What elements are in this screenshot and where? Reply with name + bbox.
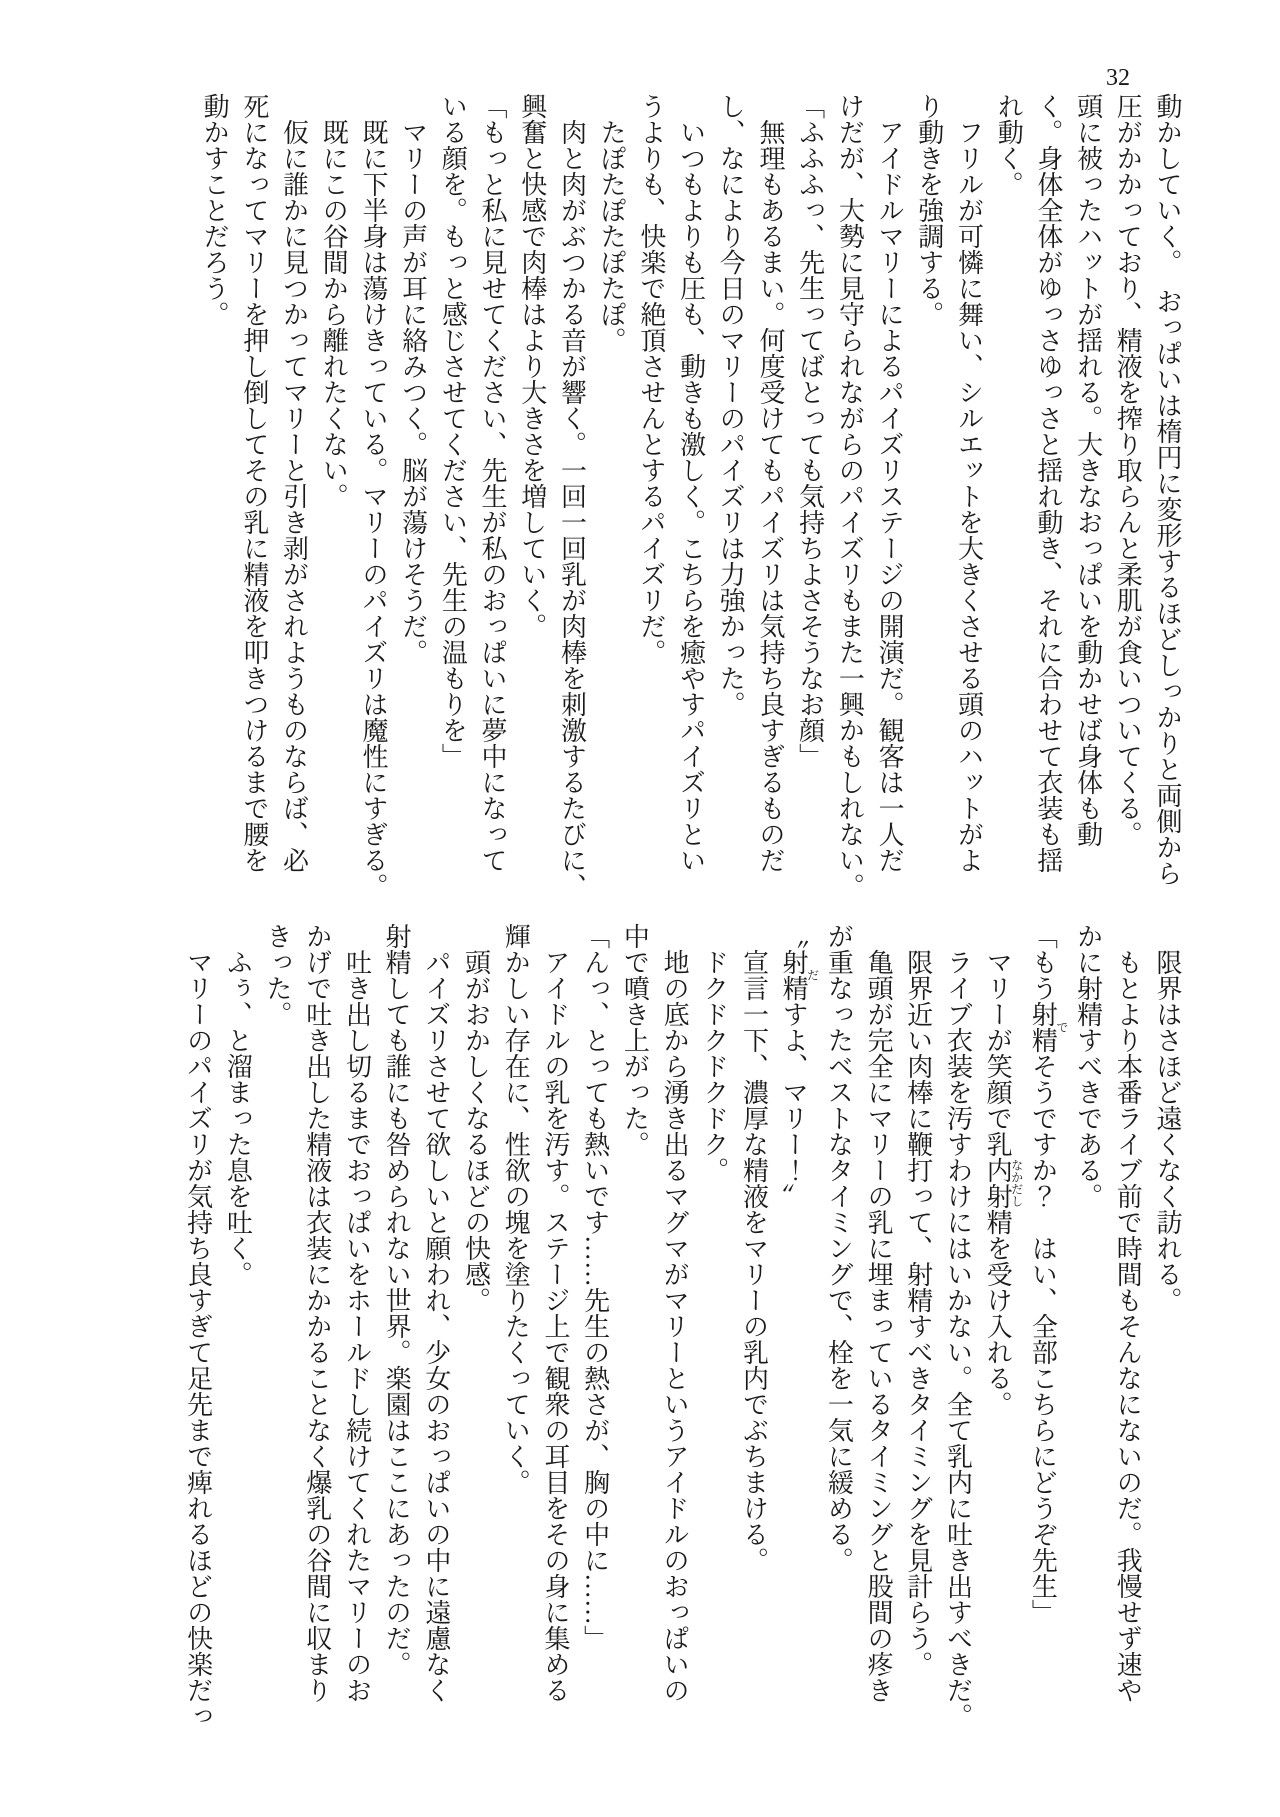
text-line: 圧がかかっており、精液を搾り取らんと柔肌が食いついてくる。 — [1113, 93, 1143, 847]
text-line: アイドルマリーによるパイズリステージの開演だ。観客は一人だ — [875, 93, 905, 873]
text-line: 仮に誰かに見つかってマリーと引き剥がされようものならば、必 — [279, 93, 309, 873]
text-line: 「もっと私に見せてください、先生が私のおっぱいに夢中になって — [478, 93, 508, 873]
text-line: 無理もあるまい。何度受けてもパイズリは気持ち良すぎるものだ — [755, 93, 785, 873]
text-line: かげで吐き出した精液は衣装にかかることなく爆乳の谷間に収まり — [302, 923, 332, 1703]
text-line: が重なったベストなタイミングで、栓を一気に緩める。 — [824, 923, 854, 1573]
top-text-block — [194, 93, 1187, 903]
text-line: マリーのパイズリが気持ち良すぎて足先まで痺れるほどの快楽だっ — [183, 923, 213, 1729]
ruby-annotated-word: 乳内射精なかだし — [983, 1131, 1024, 1235]
text-line: 肉と肉がぶつかる音が響く。一回一回乳が肉棒を刺激するたびに、 — [557, 93, 587, 899]
text-line: 既にこの谷間から離れたくない。 — [319, 93, 349, 509]
text-line: かに射精すべきである。 — [1073, 923, 1103, 1209]
text-line: ライブ衣装を汚すわけにはいかない。全て乳内に吐き出すべきだ。 — [943, 923, 973, 1729]
text-line: 限界はさほど遠くなく訪れる。 — [1153, 923, 1182, 1313]
text-line: 頭がおかしくなるほどの快感。 — [461, 923, 491, 1313]
text-line: く。身体全体がゆっさゆっさと揺れ動き、それに合わせて衣装も揺 — [1033, 93, 1063, 873]
text-line: けだが、大勢に見守られながらのパイズリもまた一興かもしれない。 — [835, 93, 865, 899]
text-line: いる顔を。もっと感じさせてください、先生の温もりを」 — [438, 93, 468, 769]
ruby-annotated-word: 射精で — [1028, 1001, 1069, 1053]
text-line: 既に下半身は蕩けきっている。マリーのパイズリは魔性にすぎる。 — [358, 93, 388, 899]
text-line: 限界近い肉棒に鞭打って、射精すべきタイミングを見計らう。 — [903, 923, 933, 1677]
text-line: 「もう射精でそうですか？ はい、全部こちらにどうぞ先生」 — [1028, 923, 1069, 1625]
text-line: し、なにより今日のマリーのパイズリは力強かった。 — [716, 93, 746, 717]
text-line: マリーの声が耳に絡みつく。脳が蕩けそうだ。 — [398, 93, 428, 665]
text-line: 宣言一下、濃厚な精液をマリーの乳内でぶちまける。 — [739, 923, 769, 1573]
text-line: フリルが可憐に舞い、シルエットを大きくさせる頭のハットがよ — [954, 93, 984, 873]
text-line: 亀頭が完全にマリーの乳に埋まっているタイミングと股間の疼き — [864, 923, 894, 1703]
ruby-annotated-word: 射精だ — [779, 949, 820, 1001]
text-line: 「ふふふっ、先生ってばとっても気持ちよさそうなお顔」 — [795, 93, 825, 769]
text-line: パイズリさせて欲しいと願われ、少女のおっぱいの中に遠慮なく — [421, 923, 451, 1703]
text-line: 〝射精だすよ、マリー！〟 — [779, 923, 820, 1209]
bottom-text-block — [178, 923, 1187, 1733]
page-number: 32 — [1106, 65, 1130, 91]
text-line: マリーが笑顔で乳内射精なかだしを受け入れる。 — [983, 923, 1024, 1417]
text-line: 輝かしい存在に、性欲の塊を塗りたくっていく。 — [501, 923, 531, 1495]
text-line: 興奮と快感で肉棒はより大きさを増していく。 — [517, 93, 547, 639]
text-line: ドクドクドクドク。 — [699, 923, 729, 1183]
text-line: うよりも、快楽で絶頂させんとするパイズリだ。 — [636, 93, 666, 665]
text-line: 地の底から湧き出るマグマがマリーというアイドルのおっぱいの — [660, 923, 690, 1703]
text-line: 「んっ、とっても熱いです……先生の熱さが、胸の中に……」 — [580, 923, 610, 1651]
text-line: 射精しても誰にも咎められない世界。楽園はここにあったのだ。 — [382, 923, 412, 1677]
text-line: 動かしていく。 おっぱいは楕円に変形するほどしっかりと両側から — [1153, 93, 1182, 886]
text-line: いつもよりも圧も、動きも激しく。こちらを癒やすパイズリとい — [676, 93, 706, 873]
text-line: たぽたぽたぽたぽ。 — [597, 93, 627, 353]
text-line: ふぅ、と溜まった息を吐く。 — [223, 923, 253, 1287]
text-line: 死になってマリーを押し倒してその乳に精液を叩きつけるまで腰を — [239, 93, 269, 873]
text-line: アイドルの乳を汚す。ステージ上で観衆の耳目をその身に集める — [540, 923, 570, 1703]
text-line: 吐き出し切るまでおっぱいをホールドし続けてくれたマリーのお — [342, 923, 372, 1703]
text-line: り動きを強調する。 — [914, 93, 944, 327]
text-line: きった。 — [263, 923, 293, 1027]
text-line: 中で噴き上がった。 — [620, 923, 650, 1157]
text-line: 動かすことだろう。 — [200, 93, 230, 327]
text-line: 頭に被ったハットが揺れる。大きなおっぱいを動かせば身体も動 — [1073, 93, 1103, 847]
text-line: もとより本番ライブ前で時間もそんなにないのだ。我慢せず速や — [1113, 923, 1143, 1703]
text-line: れ動く。 — [994, 93, 1024, 197]
